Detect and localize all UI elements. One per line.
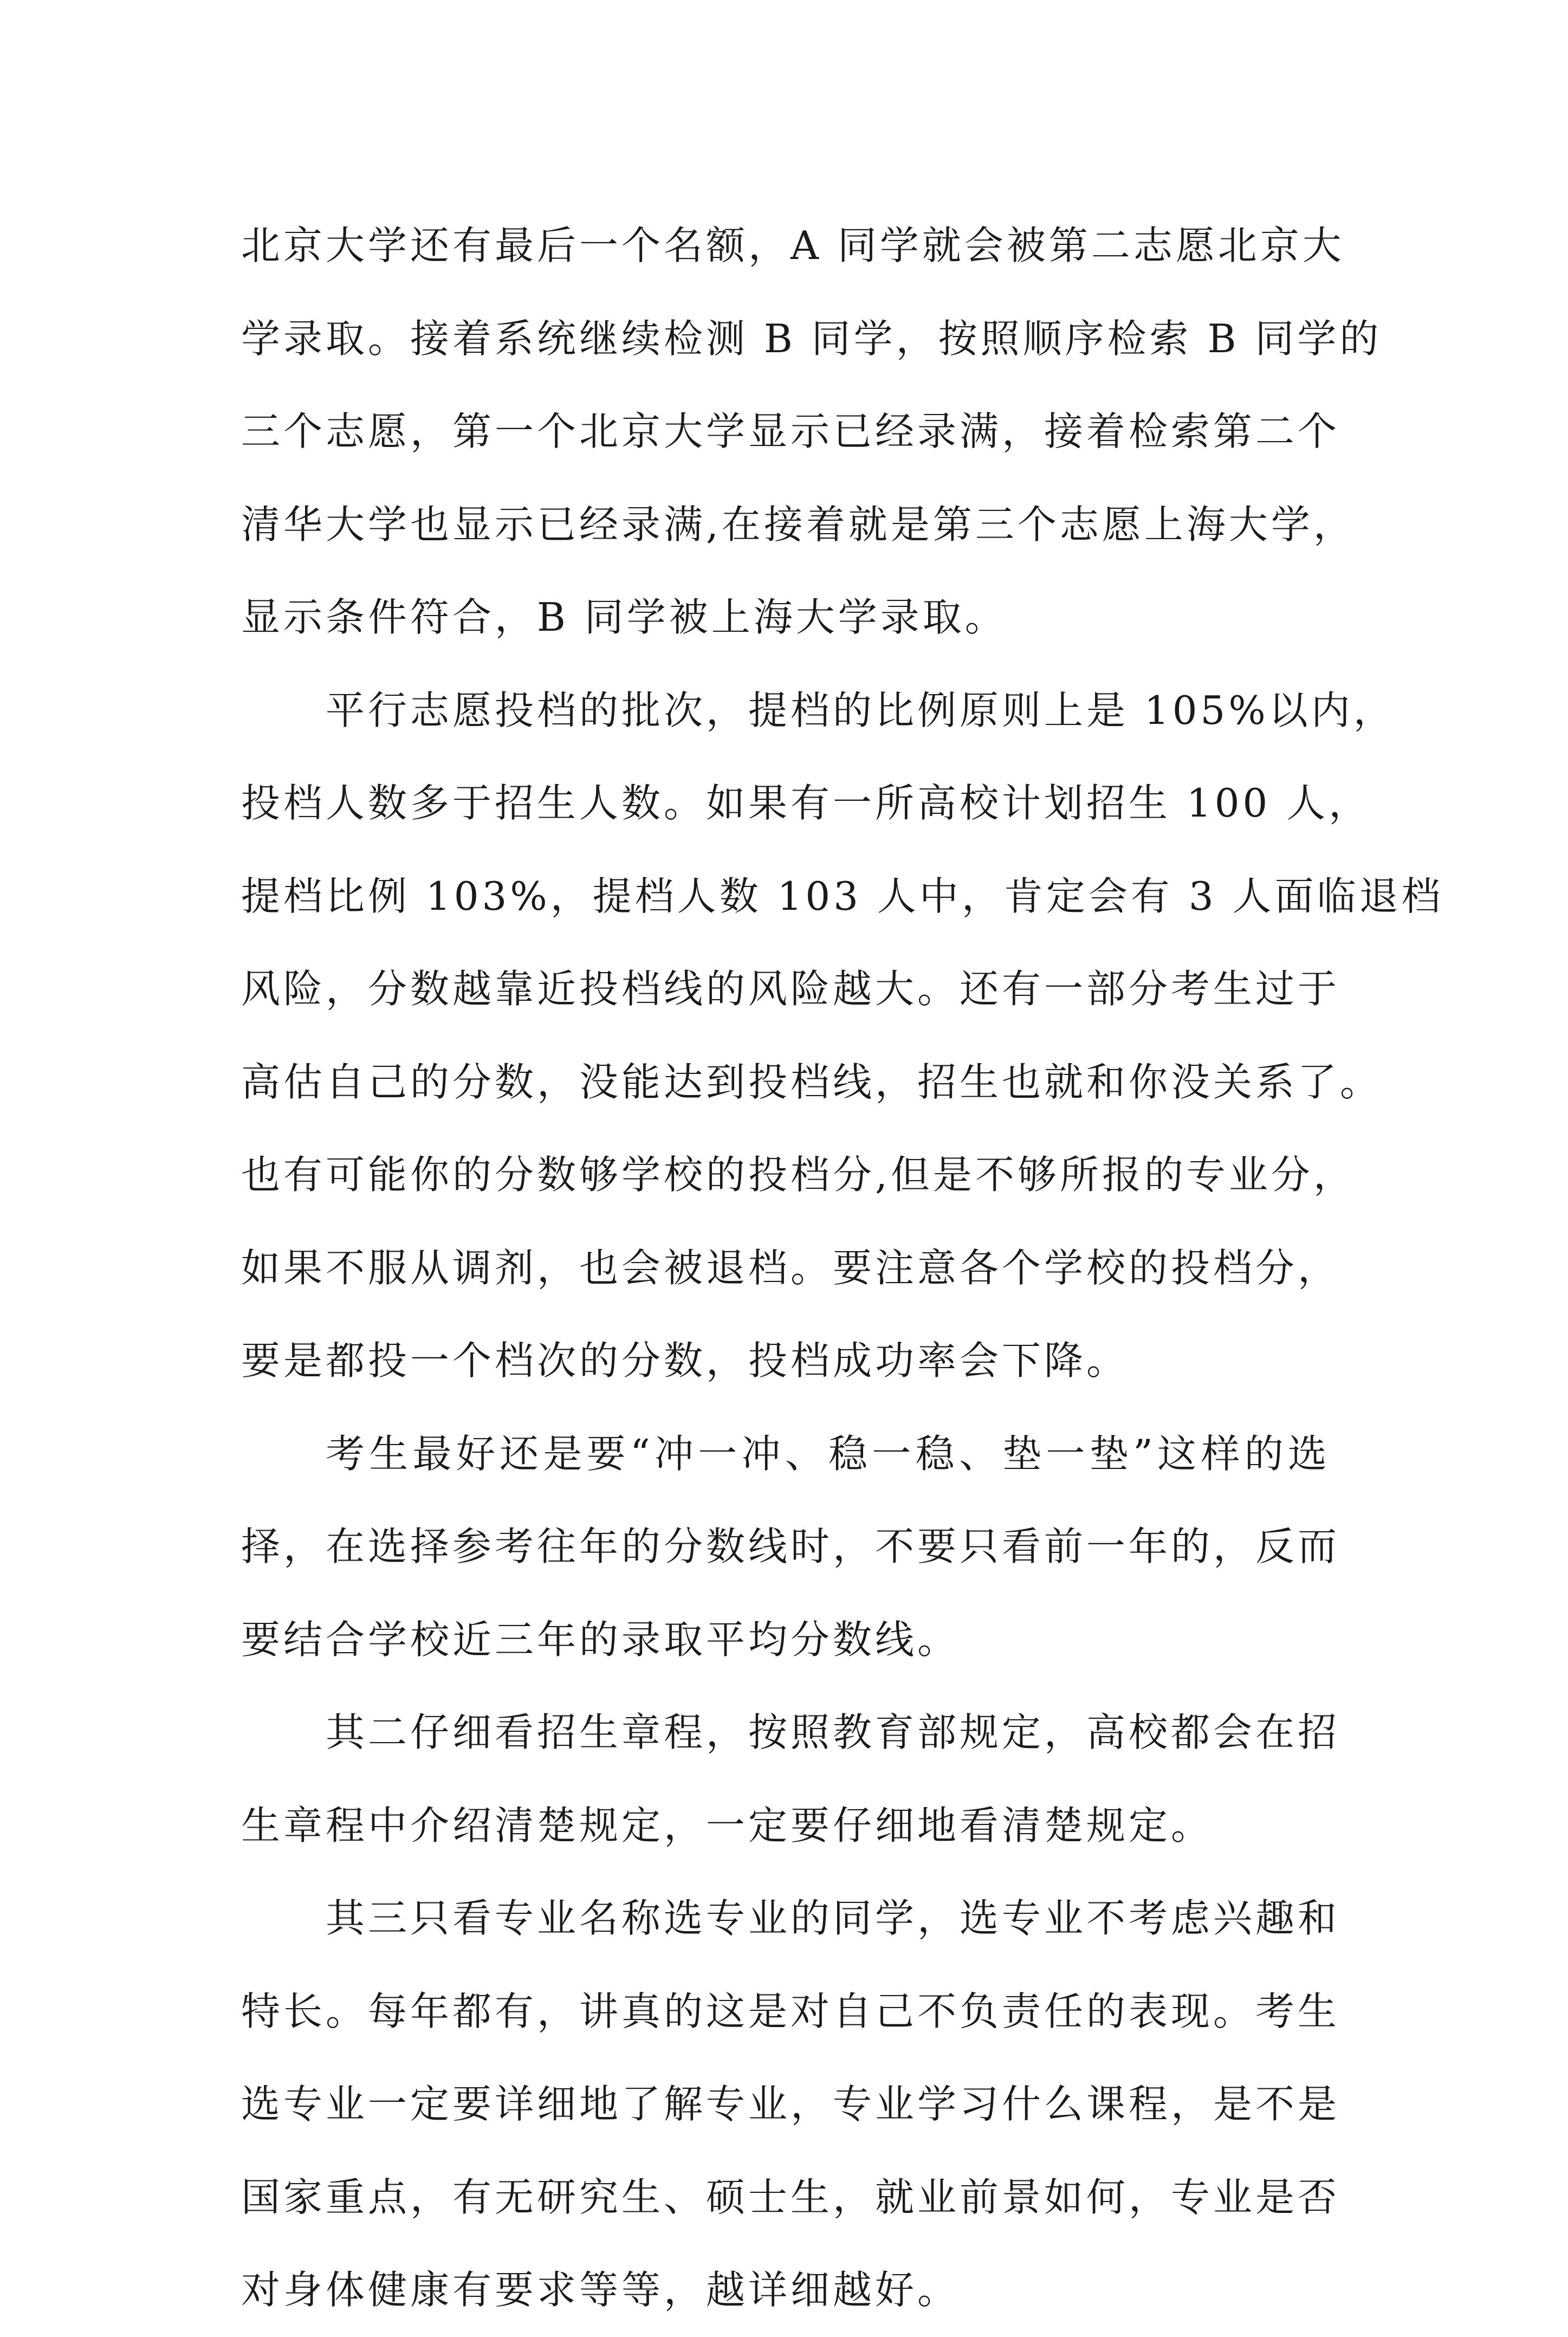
text-line: 如果不服从调剂，也会被退档。要注意各个学校的投档分， [241, 1245, 1340, 1291]
text-line: 三个志愿，第一个北京大学显示已经录满，接着检索第二个 [241, 409, 1340, 454]
text-line: 其二仔细看招生章程，按照教育部规定，高校都会在招 [326, 1710, 1340, 1755]
text-line: 平行志愿投档的批次，提档的比例原则上是 105%以内， [326, 687, 1396, 733]
text-line: 清华大学也显示已经录满,在接着就是第三个志愿上海大学， [241, 501, 1356, 547]
text-line: 提档比例 103%，提档人数 103 人中，肯定会有 3 人面临退档 [241, 873, 1444, 919]
text-line: 高估自己的分数，没能达到投档线，招生也就和你没关系了。 [241, 1059, 1383, 1105]
paragraph-major-choice [241, 1872, 1340, 2337]
text-line: 生章程中介绍清楚规定，一定要仔细地看清楚规定。 [241, 1802, 1214, 1848]
paragraph-parallel-volunteer [241, 664, 1444, 1408]
text-line: 国家重点，有无研究生、硕士生，就业前景如何，专业是否 [241, 2174, 1340, 2220]
text-line: 考生最好还是要“冲一冲、稳一稳、垫一垫”这样的选 [326, 1430, 1330, 1477]
text-line: 其三只看专业名称选专业的同学，选专业不考虑兴趣和 [326, 1895, 1340, 1941]
text-line: 也有可能你的分数够学校的投档分,但是不够所报的专业分， [241, 1152, 1356, 1197]
text-line: 学录取。接着系统继续检测 B 同学，按照顺序检索 B 同学的 [241, 315, 1382, 361]
text-line: 选专业一定要详细地了解专业，专业学习什么课程，是不是 [241, 2081, 1340, 2127]
text-line: 要是都投一个档次的分数，投档成功率会下降。 [241, 1338, 1129, 1383]
text-line: 投档人数多于招生人数。如果有一所高校计划招生 100 人， [241, 780, 1371, 826]
text-line: 特长。每年都有，讲真的这是对自己不负责任的表现。考生 [241, 1988, 1340, 2034]
text-line: 择，在选择参考往年的分数线时，不要只看前一年的，反而 [241, 1524, 1340, 1569]
paragraph-strategy [241, 1408, 1340, 1687]
text-line: 显示条件符合，B 同学被上海大学录取。 [241, 594, 1007, 640]
text-line: 北京大学还有最后一个名额，A 同学就会被第二志愿北京大 [241, 223, 1345, 268]
text-line: 对身体健康有要求等等，越详细越好。 [241, 2267, 960, 2313]
text-line: 要结合学校近三年的录取平均分数线。 [241, 1616, 960, 1662]
paragraph-continuation [241, 199, 1382, 664]
paragraph-admission-rules [241, 1686, 1340, 1872]
text-line: 风险，分数越靠近投档线的风险越大。还有一部分考生过于 [241, 966, 1340, 1012]
document-body [241, 199, 1444, 2337]
